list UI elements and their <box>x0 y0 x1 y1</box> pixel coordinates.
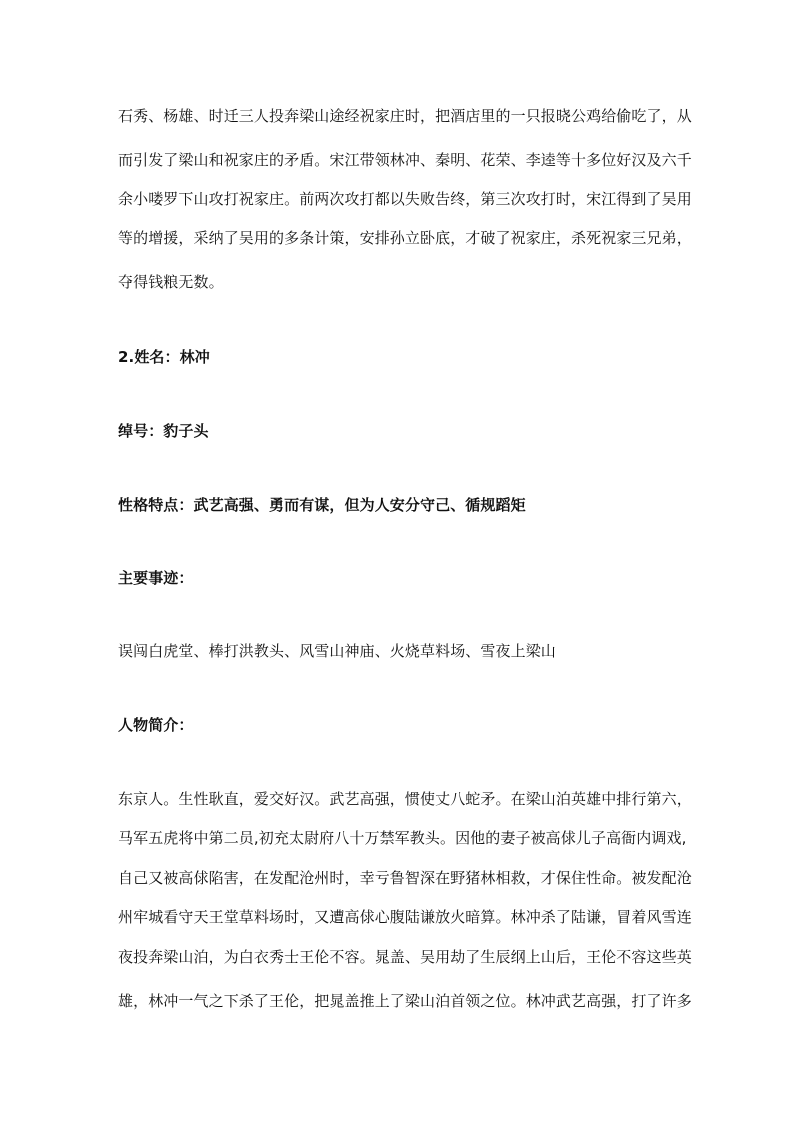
character-name: 2.姓名：林冲 <box>118 348 210 366</box>
character-traits: 性格特点：武艺高强、勇而有谋，但为人安分守己、循规蹈矩 <box>118 496 526 514</box>
deeds-text: 误闯白虎堂、棒打洪教头、风雪山神庙、火烧草料场、雪夜上梁山 <box>118 642 556 660</box>
bio-line: 州牢城看守天王堂草料场时，又遭高俅心腹陆谦放火暗算。林冲杀了陆谦，冒着风雪连 <box>118 908 692 926</box>
intro-line: 等的增援，采纳了吴用的多条计策，安排孙立卧底，才破了祝家庄，杀死祝家三兄弟， <box>118 229 692 247</box>
bio-line: 东京人。生性耿直，爱交好汉。武艺高强，惯使丈八蛇矛。在梁山泊英雄中排行第六， <box>118 790 692 808</box>
bio-heading: 人物简介： <box>118 716 194 734</box>
bio-line: 自己又被高俅陷害，在发配沧州时，幸亏鲁智深在野猪林相救，才保住性命。被发配沧 <box>118 869 692 887</box>
bio-line: 雄，林冲一气之下杀了王伦，把晁盖推上了梁山泊首领之位。林冲武艺高强，打了许多 <box>118 992 692 1010</box>
bio-line: 马军五虎将中第二员,初充太尉府八十万禁军教头。因他的妻子被高俅儿子高衙内调戏, <box>118 829 687 847</box>
bio-line: 夜投奔梁山泊，为白衣秀士王伦不容。晁盖、吴用劫了生辰纲上山后，王伦不容这些英 <box>118 948 692 966</box>
intro-line: 夺得钱粮无数。 <box>118 273 224 291</box>
intro-line: 余小喽罗下山攻打祝家庄。前两次攻打都以失败告终，第三次攻打时，宋江得到了吴用 <box>118 190 692 208</box>
character-nickname: 绰号：豹子头 <box>118 422 209 440</box>
intro-line: 而引发了梁山和祝家庄的矛盾。宋江带领林冲、秦明、花荣、李逵等十多位好汉及六千 <box>118 151 692 169</box>
deeds-heading: 主要事迹： <box>118 569 194 587</box>
intro-line: 石秀、杨雄、时迁三人投奔梁山途经祝家庄时，把酒店里的一只报晓公鸡给偷吃了，从 <box>118 107 692 125</box>
